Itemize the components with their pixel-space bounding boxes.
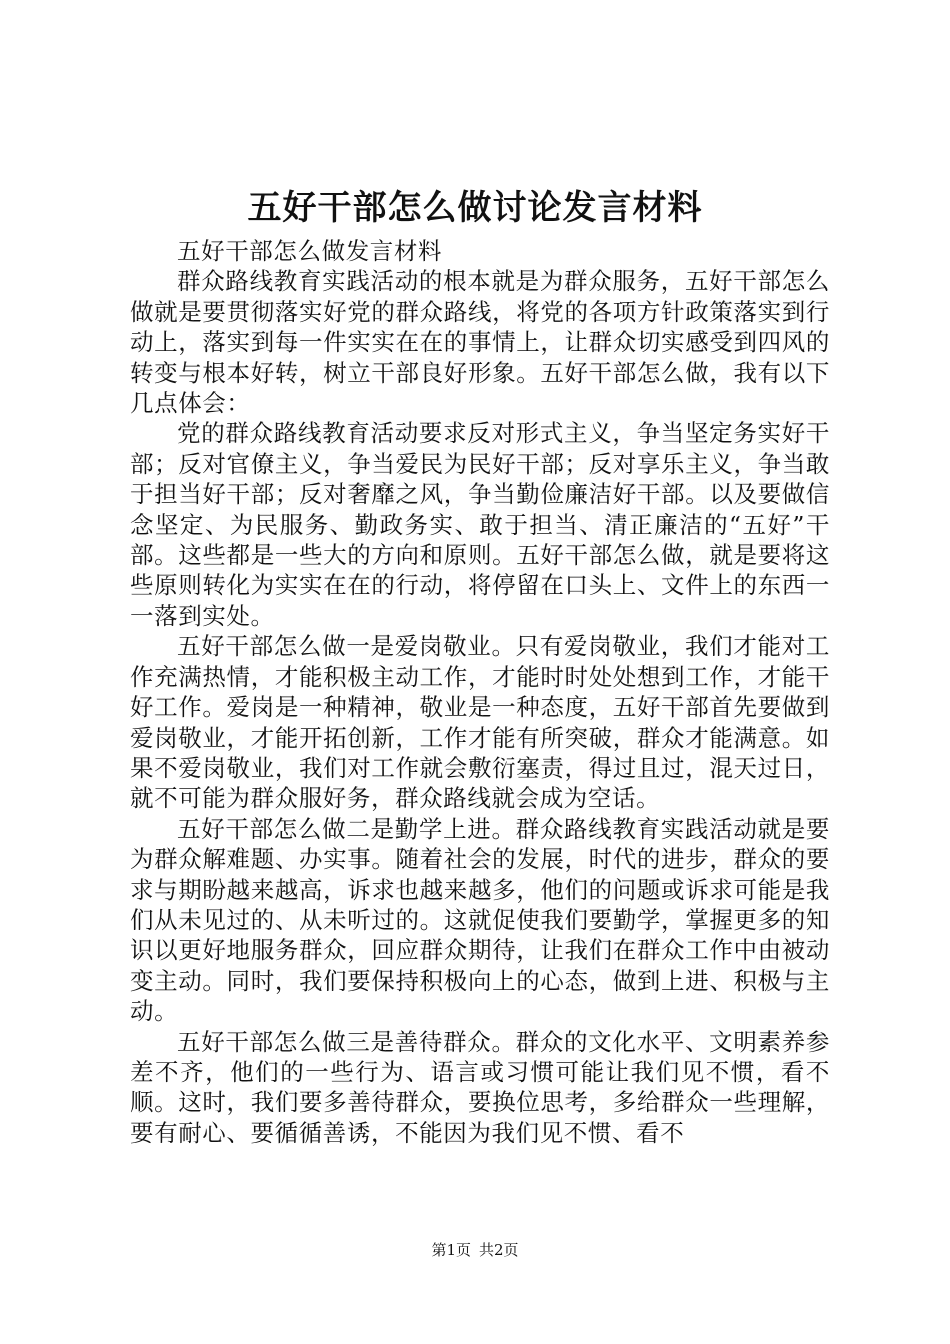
paragraph: 五好干部怎么做二是勤学上进。群众路线教育实践活动就是要为群众解难题、办实事。随着社会的发展，时代的进步，群众的要求与期盼越来越高，诉求也越来越多，他们的问题或诉求可能是我们从未见过的、从未听过的。这就促使我们要勤学，掌握更多的知识以更好地服务群众，回应群众期待，让我们在群众工作中由被动变主动。同时，我们要保持积极向上的心态，做到上进、积极与主动。 — [130, 814, 830, 1026]
paragraph: 五好干部怎么做三是善待群众。群众的文化水平、文明素养参差不齐，他们的一些行为、语言或习惯可能让我们见不惯，看不顺。这时，我们要多善待群众，要换位思考，多给群众一些理解，要有耐心、要循循善诱，不能因为我们见不惯、看不 — [130, 1027, 830, 1147]
paragraph-subtitle: 五好干部怎么做发言材料 — [177, 237, 443, 265]
paragraph: 党的群众路线教育活动要求反对形式主义，争当坚定务实好干部；反对官僚主义，争当爱民为民好干部；反对享乐主义，争当敢于担当好干部；反对奢靡之风，争当勤俭廉洁好干部。以及要做信念坚定、为民服务、勤政务实、敢于担当、清正廉洁的“五好”干部。这些都是一些大的方向和原则。五好干部怎么做，就是要将这些原则转化为实实在在的行动，将停留在口头上、文件上的东西一一落到实处。 — [130, 419, 830, 630]
paragraph: 五好干部怎么做一是爱岗敬业。只有爱岗敬业，我们才能对工作充满热情，才能积极主动工作，才能时时处处想到工作，才能干好工作。爱岗是一种精神，敬业是一种态度，五好干部首先要做到爱岗敬业，才能开拓创新，工作才能有所突破，群众才能满意。如果不爱岗敬业，我们对工作就会敷衍塞责，得过且过，混天过日，就不可能为群众服好务，群众路线就会成为空话。 — [130, 632, 830, 813]
page-total: 共2页 — [479, 1241, 519, 1259]
paragraph: 群众路线教育实践活动的根本就是为群众服务，五好干部怎么做就是要贯彻落实好党的群众路线，将党的各项方针政策落实到行动上，落实到每一件实实在在的事情上，让群众切实感受到四风的转变与根本好转，树立干部良好形象。五好干部怎么做，我有以下几点体会： — [130, 267, 830, 418]
document-body — [130, 236, 830, 1148]
document-title: 五好干部怎么做讨论发言材料 — [247, 188, 703, 228]
page-footer — [0, 1240, 950, 1260]
page-number: 第1页 — [431, 1241, 471, 1259]
